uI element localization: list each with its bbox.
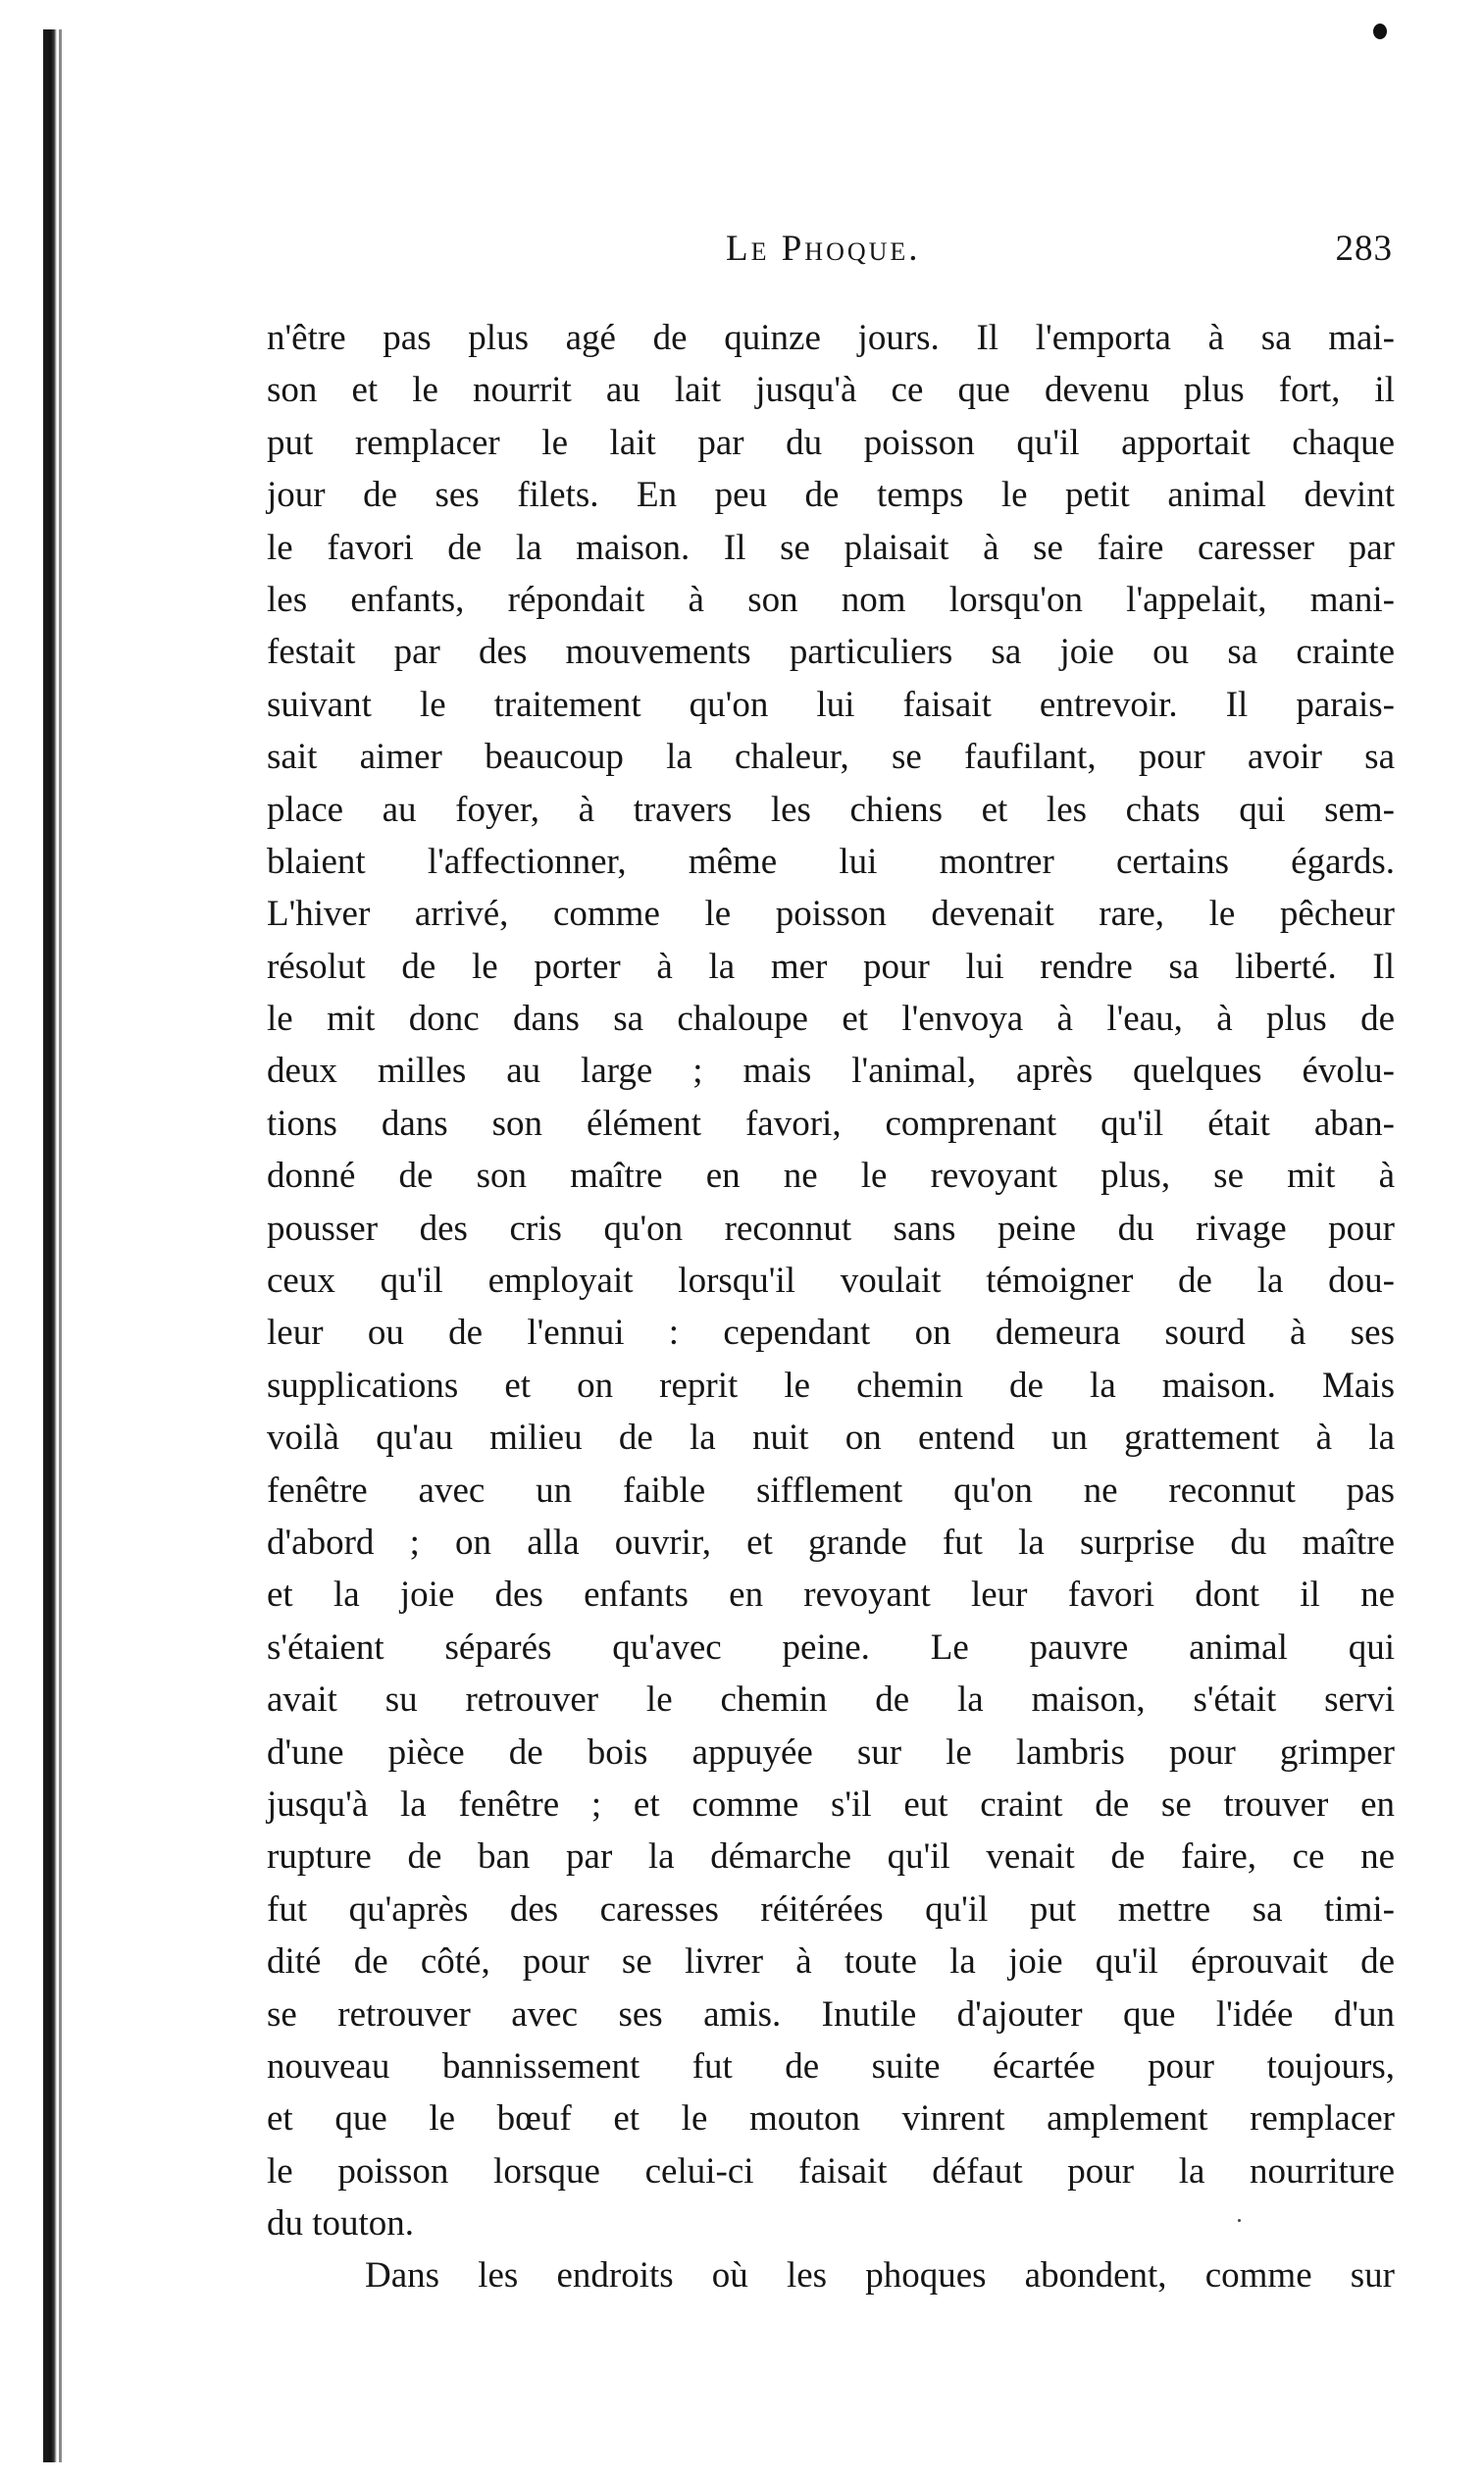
page-binding-edge bbox=[43, 29, 57, 2462]
text-line: festait par des mouvements particuliers sa joie ou sa crainte bbox=[267, 632, 1395, 673]
text-line: fut qu'après des caresses réitérées qu'il put mettre sa timi- bbox=[267, 1888, 1395, 1930]
paragraph bbox=[267, 2249, 1395, 2301]
text-line: rupture de ban par la démarche qu'il venait de faire, ce ne bbox=[267, 1836, 1395, 1878]
text-line: sait aimer beaucoup la chaleur, se faufilant, pour avoir sa bbox=[267, 737, 1395, 778]
text-line: voilà qu'au milieu de la nuit on entend un grattement à la bbox=[267, 1418, 1395, 1459]
text-line: supplications et on reprit le chemin de la maison. Mais bbox=[267, 1365, 1395, 1406]
text-line: et la joie des enfants en revoyant leur favori dont il ne bbox=[267, 1575, 1395, 1616]
body-text bbox=[267, 312, 1395, 2302]
text-line: jusqu'à la fenêtre ; et comme s'il eut craint de se trouver en bbox=[267, 1783, 1395, 1825]
text-line: suivant le traitement qu'on lui faisait entrevoir. Il parais- bbox=[267, 684, 1395, 725]
text-line: leur ou de l'ennui : cependant on demeura sourd à ses bbox=[267, 1313, 1395, 1354]
text-line: ceux qu'il employait lorsqu'il voulait témoigner de la dou- bbox=[267, 1261, 1395, 1302]
text-line: d'abord ; on alla ouvrir, et grande fut la surprise du maître bbox=[267, 1522, 1395, 1563]
text-line: tions dans son élément favori, comprenant qu'il était aban- bbox=[267, 1103, 1395, 1144]
text-line: put remplacer le lait par du poisson qu'il apportait chaque bbox=[267, 422, 1395, 463]
text-line: donné de son maître en ne le revoyant plus, se mit à bbox=[267, 1156, 1395, 1197]
ink-dot-mark bbox=[1373, 24, 1387, 39]
text-line: se retrouver avec ses amis. Inutile d'ajouter que l'idée d'un bbox=[267, 1993, 1395, 2035]
page-binding-shadow bbox=[59, 29, 62, 2462]
text-line: le poisson lorsque celui-ci faisait défaut pour la nourriture bbox=[267, 2150, 1395, 2192]
text-line: d'une pièce de bois appuyée sur le lambris pour grimper bbox=[267, 1731, 1395, 1773]
text-line: blaient l'affectionner, même lui montrer certains égards. bbox=[267, 841, 1395, 882]
text-line: deux milles au large ; mais l'animal, après quelques évolu- bbox=[267, 1051, 1395, 1092]
paper-speck bbox=[1238, 2219, 1241, 2222]
text-line: et que le bœuf et le mouton vinrent amplement remplacer bbox=[267, 2098, 1395, 2140]
running-head bbox=[265, 228, 1393, 283]
text-line: son et le nourrit au lait jusqu'à ce que devenu plus fort, il bbox=[267, 370, 1395, 411]
text-line: L'hiver arrivé, comme le poisson devenait rare, le pêcheur bbox=[267, 894, 1395, 935]
text-line: n'être pas plus agé de quinze jours. Il l'emporta à sa mai- bbox=[267, 318, 1395, 358]
text-line: le favori de la maison. Il se plaisait à se faire caresser par bbox=[267, 527, 1395, 568]
text-line: les enfants, répondait à son nom lorsqu'on l'appelait, mani- bbox=[267, 579, 1395, 620]
text-line: avait su retrouver le chemin de la maison, s'était servi bbox=[267, 1679, 1395, 1721]
text-line: Dans les endroits où les phoques abondent, comme sur bbox=[365, 2255, 1395, 2297]
text-line: dité de côté, pour se livrer à toute la joie qu'il éprouvait de bbox=[267, 1941, 1395, 1983]
paragraph bbox=[267, 312, 1395, 2249]
text-line: nouveau bannissement fut de suite écartée pour toujours, bbox=[267, 2045, 1395, 2087]
text-line: place au foyer, à travers les chiens et les chats qui sem- bbox=[267, 789, 1395, 830]
text-line: fenêtre avec un faible sifflement qu'on ne reconnut pas bbox=[267, 1470, 1395, 1511]
text-line: du touton. bbox=[267, 2203, 415, 2245]
text-line: le mit donc dans sa chaloupe et l'envoya à l'eau, à plus de bbox=[267, 999, 1395, 1040]
text-line: résolut de le porter à la mer pour lui rendre sa liberté. Il bbox=[267, 946, 1395, 987]
text-line: pousser des cris qu'on reconnut sans peine du rivage pour bbox=[267, 1208, 1395, 1249]
text-line: jour de ses filets. En peu de temps le petit animal devint bbox=[267, 475, 1395, 516]
text-line: s'étaient séparés qu'avec peine. Le pauvre animal qui bbox=[267, 1627, 1395, 1668]
running-title: Le Phoque. bbox=[726, 229, 921, 269]
page-number: 283 bbox=[1335, 229, 1393, 269]
